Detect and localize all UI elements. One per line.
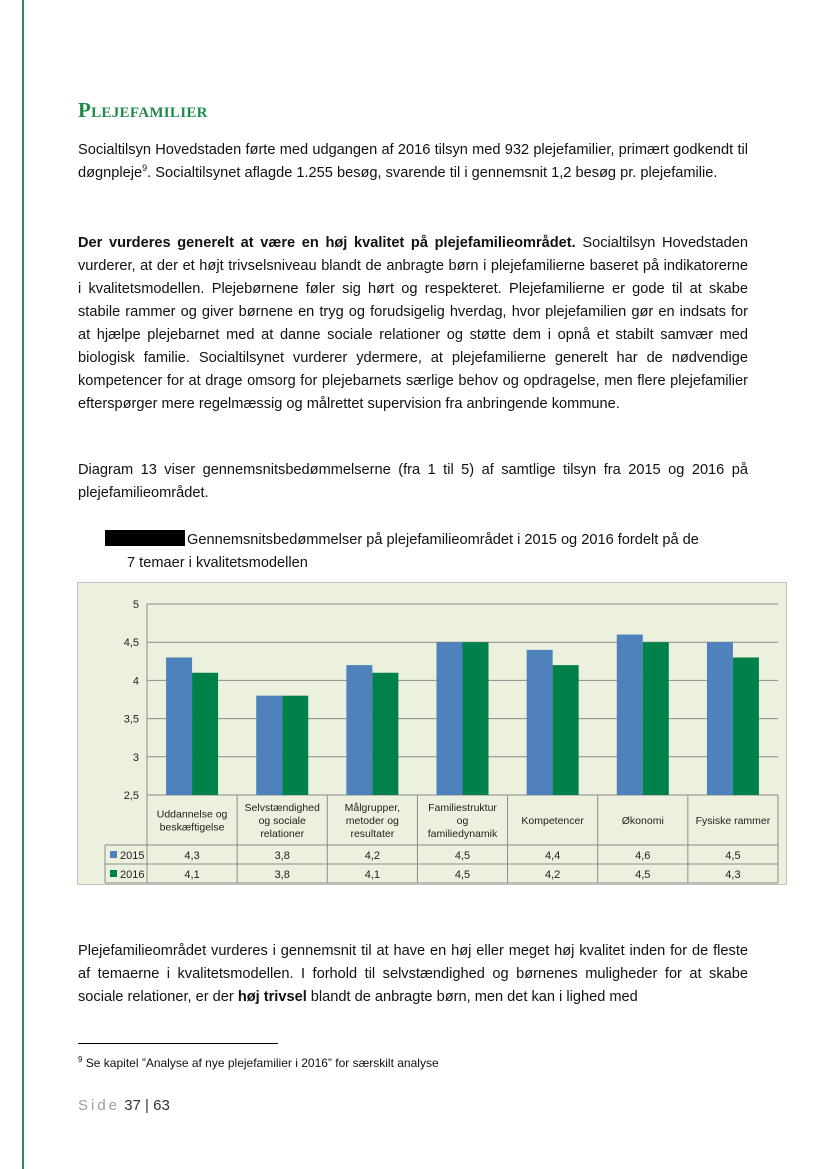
bar-2016 [733,657,759,795]
data-label-2016: 4,3 [725,869,741,881]
bar-2015 [346,665,372,795]
footnote-number: 9 [78,1055,83,1064]
y-tick-label: 3,5 [123,713,139,726]
data-label-2015: 4,6 [635,850,651,862]
x-category-label: Uddannelse og beskæftigelse [156,808,228,834]
bar-2016 [643,642,669,795]
bar-2016 [282,696,308,795]
paragraph-summary [78,940,748,1009]
summary-text-a: Plejefamilieområdet vurderes i gennemsnit til at have en høj eller meget høj kvalitet inden for de fleste af temaerne i kvalitetsmodellen. I forhold til selvstændighed og børnenes muligheder for at skabe sociale relationer, er der [78,943,748,1005]
summary-bold: høj trivsel [237,989,307,1005]
bar-2016 [463,642,489,795]
data-label-2016: 3,8 [274,869,290,881]
data-label-2016: 4,2 [544,869,561,881]
section-heading: Plejefamilier [78,98,208,122]
bar-2015 [166,657,192,795]
data-label-2015: 4,2 [364,850,381,862]
y-tick-label: 5 [132,599,139,611]
bar-2015 [527,650,553,795]
x-category-label: Fysiske rammer [695,815,771,827]
intro-text-b: . Socialtilsynet aflagde 1.255 besøg, svarende til i gennemsnit 1,2 besøg pr. plejefamilie. [147,165,718,181]
quality-text: Socialtilsyn Hovedstaden vurderer, at der et højt trivselsniveau blandt de anbragte børn i plejefamilierne baseret på indikatorerne i kvalitetsmodellen. Plejebørnene føler sig hørt og respekteret. Plejefamilierne er gode til at skabe stabile rammer og giver børnene en tryg og forudsigelig hverdag, hvor plejefamilien gør en indsats for at hjælpe plejebarnet med at danne sociale relationer og støtte dem i opnå et stabilt samvær med biologisk familie. Socialtilsynet vurderer ydermere, at plejefamilierne generelt har de nødvendige kompetencer for at drage omsorg for plejebarnets særlige behov og opdragelse, men flere plejefamilier efterspørger mere regelmæssig og målrettet supervision fra anbringende kommune. [78,235,748,412]
bar-2016 [192,673,218,795]
data-label-2015: 3,8 [274,850,290,862]
data-label-2016: 4,5 [454,869,471,881]
page-number-value: 37 | 63 [124,1097,170,1114]
legend-swatch-2016 [110,870,117,877]
data-label-2015: 4,3 [184,850,200,862]
data-label-2016: 4,1 [184,869,200,881]
y-tick-label: 2,5 [123,790,139,802]
bar-2016 [553,665,579,795]
footnote-text: Se kapitel ”Analyse af nye plejefamilier i 2016” for særskilt analyse [82,1056,439,1070]
bar-2015 [707,642,733,795]
bar-chart [77,582,787,885]
footnote-reference[interactable]: 9 [142,163,148,174]
y-tick-label: 4 [132,675,139,688]
x-category-label: Selvstændighed og sociale relationer [244,802,320,840]
chart-svg [78,583,788,886]
data-label-2015: 4,5 [454,850,471,862]
x-category-label: Kompetencer [521,815,584,827]
caption-line-2: 7 temaer i kvalitetsmodellen [127,555,308,571]
redaction-block [105,530,185,546]
intro-text-a: Socialtilsyn Hovedstaden førte med udgangen af 2016 tilsyn med 932 plejefamilier, primært godkendt til døgnpleje [78,142,748,181]
paragraph-diagram-ref: Diagram 13 viser gennemsnitsbedømmelserne (fra 1 til 5) af samtlige tilsyn fra 2015 og 2016 på plejefamilieområdet. [78,462,748,501]
legend-swatch-2015 [110,851,117,858]
legend-label-2016: 2016 [120,869,145,881]
page-left-rule [22,0,24,1169]
bar-2015 [437,642,463,795]
x-category-label: Økonomi [621,815,664,827]
x-category-label: Målgrupper, metoder og resultater [344,802,401,840]
bar-2015 [256,696,282,795]
bar-2015 [617,635,643,795]
paragraph-quality [78,232,748,416]
quality-bold-lead: Der vurderes generelt at være en høj kvalitet på plejefamilieområdet. [78,235,576,251]
summary-text-b: blandt de anbragte børn, men det kan i lighed med [306,989,638,1005]
chart-caption [105,529,755,575]
paragraph-intro [78,139,748,185]
legend-label-2015: 2015 [120,850,145,862]
footnote [78,1056,439,1070]
x-category-label: Familiestruktur og familiedynamik [427,802,498,840]
y-tick-label: 4,5 [123,637,139,650]
bar-2016 [372,673,398,795]
data-label-2016: 4,5 [635,869,651,881]
footnote-divider [78,1043,278,1044]
data-label-2015: 4,5 [725,850,741,862]
caption-line-1: Gennemsnitsbedømmelser på plejefamilieområdet i 2015 og 2016 fordelt på de [187,532,699,548]
page-number [78,1097,170,1114]
y-tick-label: 3 [132,751,139,764]
data-label-2016: 4,1 [364,869,381,881]
page-side-label: Side [78,1097,121,1114]
data-label-2015: 4,4 [544,850,561,862]
